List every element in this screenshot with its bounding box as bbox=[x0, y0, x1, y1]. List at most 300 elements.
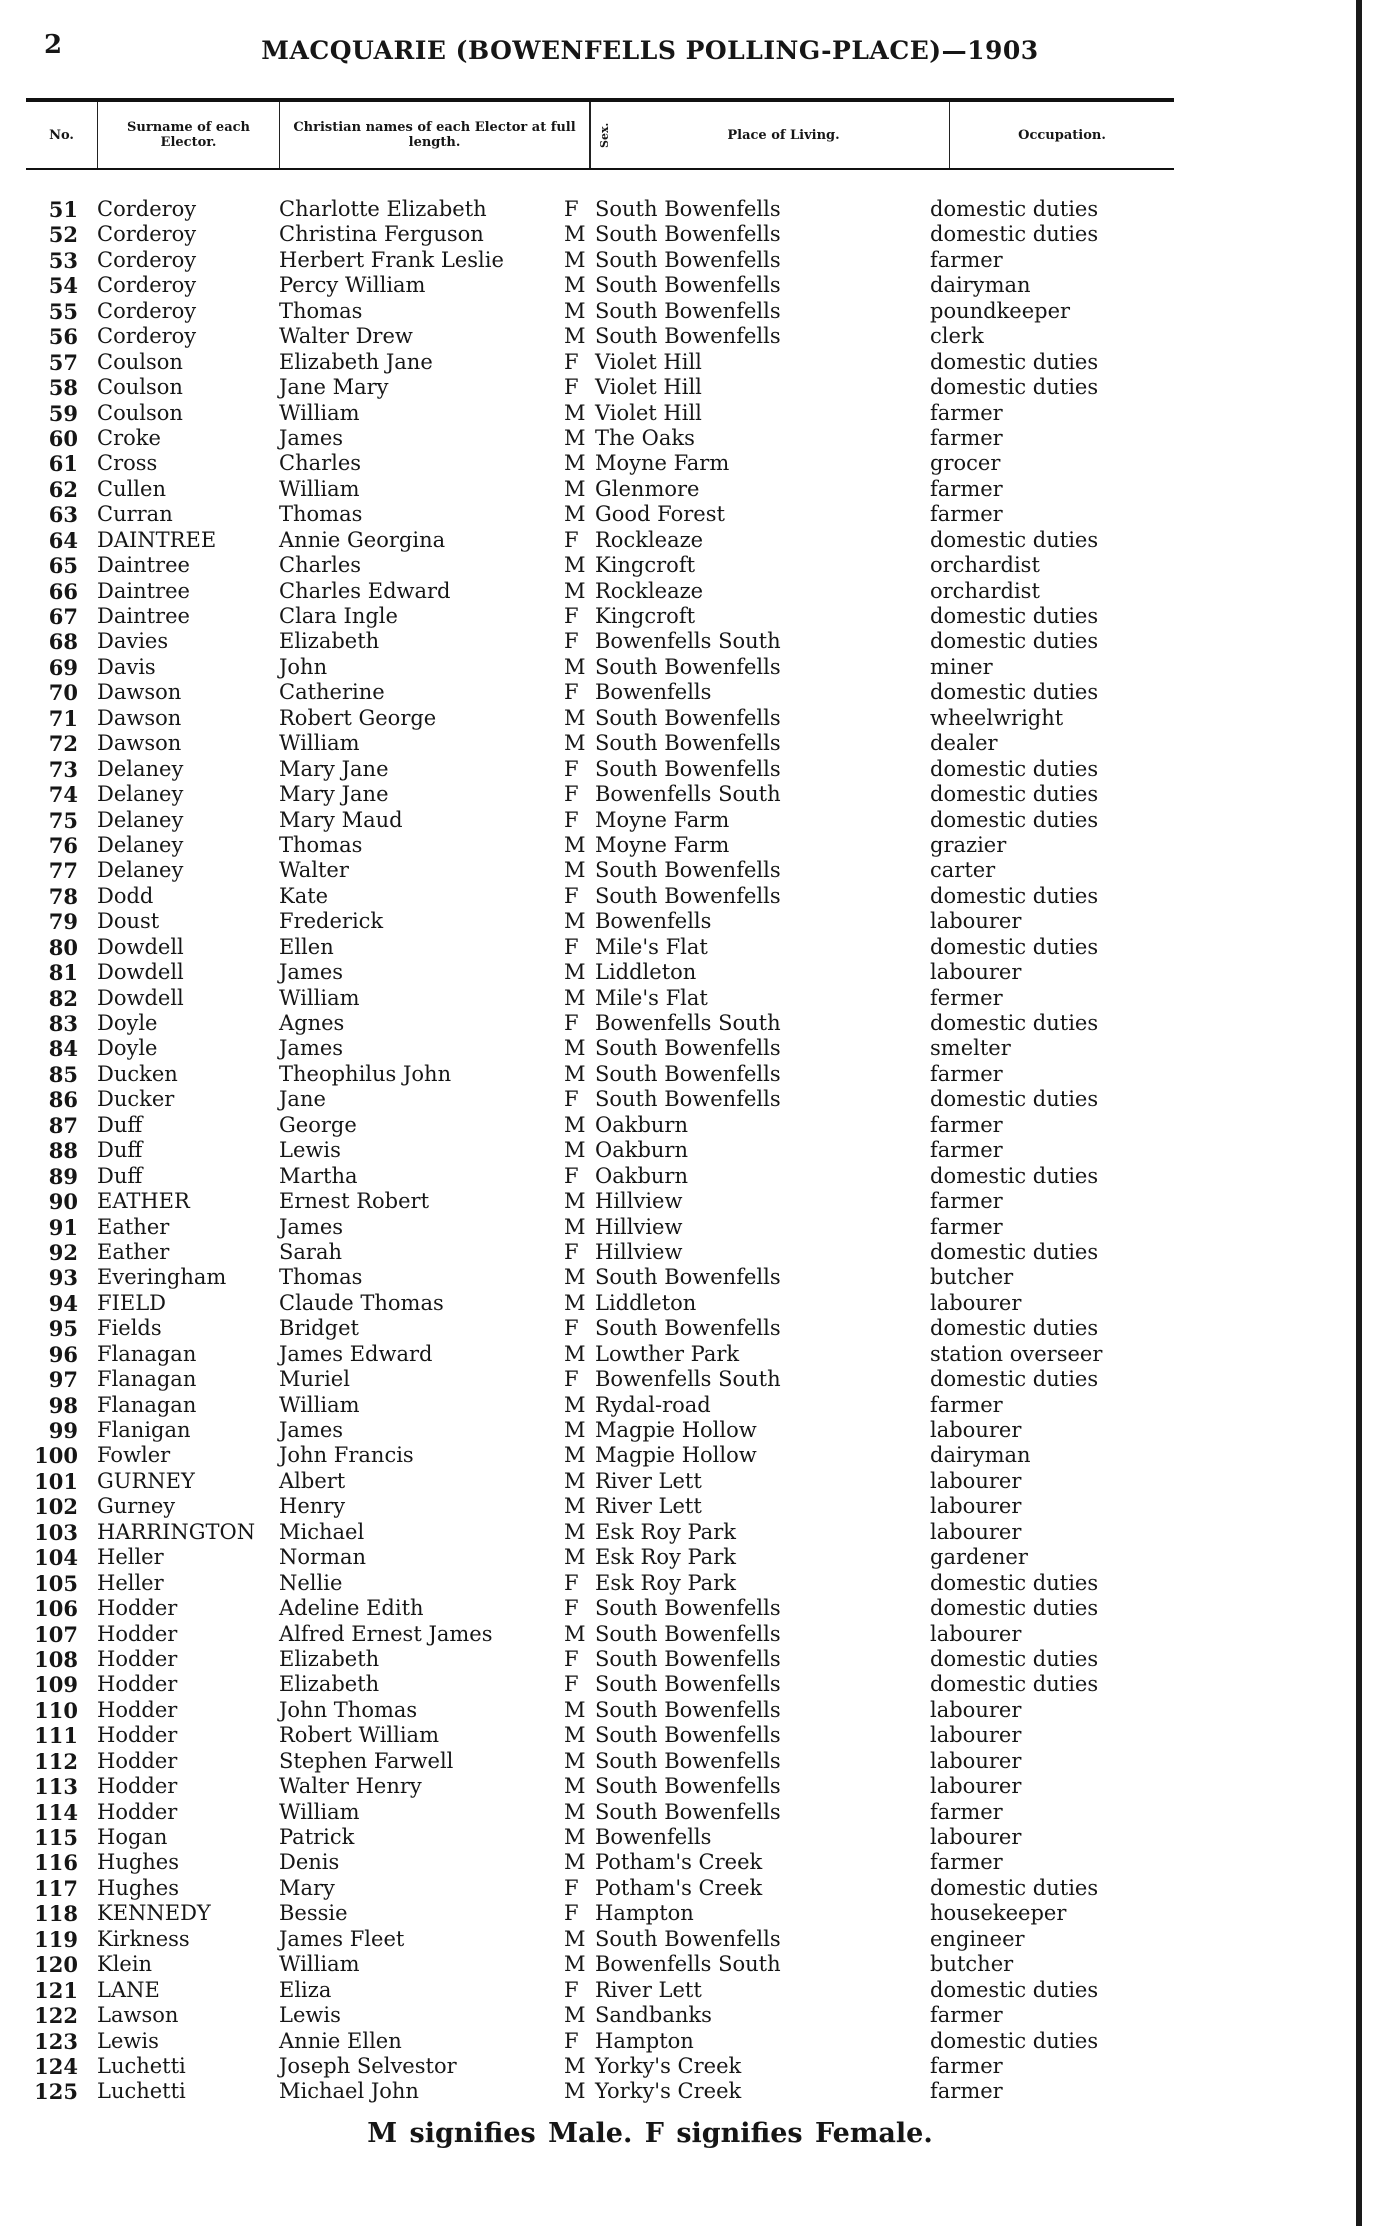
elector-place-of-living: Oakburn bbox=[595, 1138, 688, 1163]
elector-number: 75 bbox=[48, 807, 78, 833]
elector-occupation: domestic duties bbox=[930, 1977, 1099, 2002]
elector-sex: F bbox=[564, 1672, 579, 1697]
elector-christian-names: Mary Jane bbox=[279, 756, 389, 781]
elector-christian-names: Thomas bbox=[279, 1265, 363, 1290]
elector-sex: M bbox=[564, 1799, 586, 1824]
elector-christian-names: Alfred Ernest James bbox=[279, 1621, 493, 1646]
table-row bbox=[0, 1011, 1382, 1036]
elector-occupation: farmer bbox=[930, 1189, 1003, 1214]
table-row bbox=[0, 2054, 1382, 2079]
elector-number: 105 bbox=[34, 1570, 78, 1596]
elector-occupation: domestic duties bbox=[930, 527, 1099, 552]
table-row bbox=[0, 884, 1382, 909]
elector-place-of-living: South Bowenfells bbox=[595, 197, 781, 221]
elector-sex: M bbox=[564, 1265, 586, 1290]
elector-surname: Davis bbox=[97, 654, 156, 679]
elector-surname: EATHER bbox=[97, 1189, 190, 1214]
elector-place-of-living: Moyne Farm bbox=[595, 807, 730, 832]
table-row bbox=[0, 1164, 1382, 1189]
elector-number: 93 bbox=[48, 1265, 78, 1291]
elector-place-of-living: South Bowenfells bbox=[595, 1926, 781, 1951]
elector-number: 89 bbox=[48, 1163, 78, 1189]
elector-place-of-living: Rockleaze bbox=[595, 578, 704, 603]
elector-sex: M bbox=[564, 909, 586, 934]
table-row bbox=[0, 1062, 1382, 1087]
table-row bbox=[0, 1265, 1382, 1290]
elector-christian-names: Jane bbox=[279, 1087, 326, 1112]
elector-number: 82 bbox=[48, 985, 78, 1011]
elector-sex: M bbox=[564, 1189, 586, 1214]
elector-surname: Kirkness bbox=[97, 1926, 190, 1951]
elector-christian-names: Walter bbox=[279, 858, 349, 883]
elector-christian-names: Lewis bbox=[279, 2003, 341, 2028]
elector-number: 120 bbox=[34, 1952, 78, 1978]
elector-number: 98 bbox=[48, 1392, 78, 1418]
elector-christian-names: Nellie bbox=[279, 1570, 343, 1595]
elector-christian-names: Mary Jane bbox=[279, 782, 389, 807]
table-row bbox=[0, 1418, 1382, 1443]
table-row bbox=[0, 1978, 1382, 2003]
table-row bbox=[0, 935, 1382, 960]
elector-sex: F bbox=[564, 1367, 579, 1392]
elector-surname: Fields bbox=[97, 1316, 162, 1341]
elector-sex: M bbox=[564, 247, 586, 272]
elector-christian-names: Catherine bbox=[279, 680, 385, 705]
elector-place-of-living: Mile's Flat bbox=[595, 934, 708, 959]
elector-surname: Ducken bbox=[97, 1061, 178, 1086]
elector-number: 113 bbox=[34, 1774, 78, 1800]
elector-number: 58 bbox=[48, 375, 78, 401]
elector-occupation: farmer bbox=[930, 2079, 1003, 2104]
elector-number: 76 bbox=[48, 832, 78, 858]
elector-place-of-living: Violet Hill bbox=[595, 349, 702, 374]
elector-surname: Corderoy bbox=[97, 273, 197, 298]
elector-sex: M bbox=[564, 1621, 586, 1646]
elector-sex: M bbox=[564, 705, 586, 730]
elector-sex: F bbox=[564, 1087, 579, 1112]
elector-place-of-living: South Bowenfells bbox=[595, 1646, 781, 1671]
elector-sex: M bbox=[564, 832, 586, 857]
elector-surname: Hughes bbox=[97, 1875, 180, 1900]
elector-sex: M bbox=[564, 960, 586, 985]
table-row bbox=[0, 1087, 1382, 1112]
elector-sex: M bbox=[564, 222, 586, 247]
table-row bbox=[0, 757, 1382, 782]
elector-place-of-living: South Bowenfells bbox=[595, 1036, 781, 1061]
elector-surname: Hughes bbox=[97, 1850, 180, 1875]
elector-number: 77 bbox=[48, 858, 78, 884]
elector-occupation: dealer bbox=[930, 731, 998, 756]
elector-surname: Lawson bbox=[97, 2003, 179, 2028]
elector-occupation: grocer bbox=[930, 451, 1001, 476]
elector-christian-names: Muriel bbox=[279, 1367, 350, 1392]
elector-surname: Dawson bbox=[97, 680, 182, 705]
elector-sex: F bbox=[564, 1316, 579, 1341]
elector-place-of-living: Bowenfells South bbox=[595, 1952, 781, 1977]
elector-surname: Cullen bbox=[97, 476, 166, 501]
elector-surname: HARRINGTON bbox=[97, 1519, 256, 1544]
elector-number: 94 bbox=[48, 1290, 78, 1316]
elector-surname: Doyle bbox=[97, 1036, 158, 1061]
table-row bbox=[0, 680, 1382, 705]
elector-surname: Hodder bbox=[97, 1596, 178, 1621]
elector-occupation: farmer bbox=[930, 1214, 1003, 1239]
elector-surname: Duff bbox=[97, 1138, 143, 1163]
elector-christian-names: Adeline Edith bbox=[279, 1596, 424, 1621]
table-row bbox=[0, 782, 1382, 807]
elector-sex: F bbox=[564, 756, 579, 781]
elector-place-of-living: South Bowenfells bbox=[595, 273, 781, 298]
table-row bbox=[0, 1647, 1382, 1672]
elector-place-of-living: Good Forest bbox=[595, 502, 725, 527]
elector-surname: Croke bbox=[97, 425, 161, 450]
column-header-occupation: Occupation. bbox=[1018, 127, 1106, 143]
elector-surname: Klein bbox=[97, 1952, 153, 1977]
column-header-surname: Surname of each Elector. bbox=[98, 102, 280, 168]
elector-place-of-living: South Bowenfells bbox=[595, 1672, 781, 1697]
elector-surname: Hodder bbox=[97, 1748, 178, 1773]
elector-sex: M bbox=[564, 1468, 586, 1493]
elector-christian-names: Thomas bbox=[279, 502, 363, 527]
elector-place-of-living: Violet Hill bbox=[595, 375, 702, 400]
elector-number: 87 bbox=[48, 1112, 78, 1138]
elector-occupation: domestic duties bbox=[930, 604, 1099, 628]
elector-place-of-living: Bowenfells bbox=[595, 1825, 712, 1849]
elector-occupation: farmer bbox=[930, 1138, 1003, 1163]
elector-surname: GURNEY bbox=[97, 1468, 195, 1493]
elector-christian-names: William bbox=[279, 731, 360, 756]
elector-place-of-living: Bowenfells bbox=[595, 680, 712, 705]
elector-christian-names: Thomas bbox=[279, 832, 363, 857]
elector-christian-names: William bbox=[279, 1799, 360, 1824]
elector-occupation: station overseer bbox=[930, 1341, 1103, 1366]
elector-occupation: butcher bbox=[930, 1265, 1014, 1290]
elector-occupation: domestic duties bbox=[930, 2028, 1099, 2053]
elector-sex: M bbox=[564, 1825, 586, 1849]
table-row bbox=[0, 553, 1382, 578]
elector-surname: Corderoy bbox=[97, 324, 197, 349]
table-row bbox=[0, 350, 1382, 375]
elector-number: 97 bbox=[48, 1367, 78, 1393]
elector-number: 114 bbox=[34, 1799, 78, 1825]
elector-number: 118 bbox=[34, 1901, 78, 1927]
elector-occupation: farmer bbox=[930, 1392, 1003, 1417]
elector-sex: F bbox=[564, 680, 579, 705]
table-row bbox=[0, 808, 1382, 833]
elector-sex: M bbox=[564, 985, 586, 1010]
elector-number: 92 bbox=[48, 1239, 78, 1265]
elector-sex: M bbox=[564, 400, 586, 425]
elector-surname: Gurney bbox=[97, 1494, 176, 1519]
elector-occupation: domestic duties bbox=[930, 1011, 1099, 1035]
elector-christian-names: Christina Ferguson bbox=[279, 222, 484, 247]
elector-number: 51 bbox=[48, 197, 78, 222]
elector-occupation: farmer bbox=[930, 502, 1003, 527]
table-row bbox=[0, 629, 1382, 654]
elector-number: 64 bbox=[48, 527, 78, 553]
table-row bbox=[0, 1036, 1382, 1061]
elector-surname: Corderoy bbox=[97, 197, 197, 221]
elector-christian-names: James bbox=[279, 425, 344, 450]
elector-sex: M bbox=[564, 2053, 586, 2078]
elector-place-of-living: South Bowenfells bbox=[595, 1774, 781, 1799]
elector-occupation: labourer bbox=[930, 960, 1022, 985]
elector-christian-names: William bbox=[279, 476, 360, 501]
elector-surname: Dowdell bbox=[97, 960, 184, 985]
elector-christian-names: Charles bbox=[279, 553, 362, 578]
elector-sex: M bbox=[564, 273, 586, 298]
elector-sex: M bbox=[564, 451, 586, 476]
elector-number: 67 bbox=[48, 604, 78, 629]
elector-surname: Coulson bbox=[97, 400, 183, 425]
elector-number: 111 bbox=[34, 1723, 78, 1749]
elector-sex: F bbox=[564, 1011, 579, 1035]
elector-christian-names: Bessie bbox=[279, 1901, 348, 1926]
elector-number: 79 bbox=[48, 909, 78, 935]
elector-christian-names: Ellen bbox=[279, 934, 334, 959]
elector-sex: M bbox=[564, 858, 586, 883]
elector-number: 69 bbox=[48, 654, 78, 680]
table-row bbox=[0, 909, 1382, 934]
elector-occupation: domestic duties bbox=[930, 1087, 1099, 1112]
elector-surname: Hodder bbox=[97, 1646, 178, 1671]
elector-surname: Dawson bbox=[97, 705, 182, 730]
elector-sex: M bbox=[564, 2079, 586, 2104]
elector-place-of-living: Rydal-road bbox=[595, 1392, 711, 1417]
elector-christian-names: Jane Mary bbox=[279, 375, 389, 400]
elector-list bbox=[0, 197, 1382, 2105]
elector-occupation: farmer bbox=[930, 2003, 1003, 2028]
elector-christian-names: George bbox=[279, 1112, 357, 1137]
elector-occupation: domestic duties bbox=[930, 349, 1099, 374]
table-row bbox=[0, 1443, 1382, 1468]
table-row bbox=[0, 1189, 1382, 1214]
elector-number: 84 bbox=[48, 1036, 78, 1062]
elector-christian-names: Theophilus John bbox=[279, 1061, 452, 1086]
elector-occupation: miner bbox=[930, 654, 993, 679]
elector-occupation: carter bbox=[930, 858, 996, 883]
elector-place-of-living: South Bowenfells bbox=[595, 1621, 781, 1646]
elector-surname: Everingham bbox=[97, 1265, 227, 1290]
elector-christian-names: William bbox=[279, 1952, 360, 1977]
elector-surname: Daintree bbox=[97, 578, 190, 603]
elector-occupation: labourer bbox=[930, 1519, 1022, 1544]
elector-surname: Delaney bbox=[97, 756, 184, 781]
elector-sex: M bbox=[564, 1774, 586, 1799]
elector-christian-names: William bbox=[279, 400, 360, 425]
elector-place-of-living: South Bowenfells bbox=[595, 298, 781, 323]
elector-place-of-living: South Bowenfells bbox=[595, 1697, 781, 1722]
elector-occupation: domestic duties bbox=[930, 1672, 1099, 1697]
elector-sex: M bbox=[564, 1112, 586, 1137]
table-row bbox=[0, 528, 1382, 553]
elector-sex: F bbox=[564, 197, 579, 221]
elector-occupation: domestic duties bbox=[930, 1596, 1099, 1621]
elector-occupation: engineer bbox=[930, 1926, 1025, 1951]
elector-sex: M bbox=[564, 1697, 586, 1722]
elector-number: 81 bbox=[48, 960, 78, 986]
elector-place-of-living: South Bowenfells bbox=[595, 1748, 781, 1773]
elector-number: 86 bbox=[48, 1087, 78, 1113]
elector-sex: F bbox=[564, 1163, 579, 1188]
elector-number: 71 bbox=[48, 705, 78, 731]
elector-christian-names: Percy William bbox=[279, 273, 426, 298]
table-row bbox=[0, 2003, 1382, 2028]
elector-number: 124 bbox=[34, 2053, 78, 2079]
elector-place-of-living: Yorky's Creek bbox=[595, 2079, 742, 2104]
elector-surname: LANE bbox=[97, 1977, 160, 2002]
elector-place-of-living: South Bowenfells bbox=[595, 858, 781, 883]
elector-place-of-living: Potham's Creek bbox=[595, 1875, 763, 1900]
elector-place-of-living: Esk Roy Park bbox=[595, 1519, 736, 1544]
elector-occupation: orchardist bbox=[930, 578, 1040, 603]
sex-legend: M signifies Male. F signifies Female. bbox=[367, 2118, 933, 2149]
elector-christian-names: James bbox=[279, 1418, 344, 1442]
elector-christian-names: John bbox=[279, 654, 328, 679]
elector-sex: F bbox=[564, 375, 579, 400]
table-row bbox=[0, 401, 1382, 426]
elector-number: 65 bbox=[48, 553, 78, 579]
elector-surname: Heller bbox=[97, 1545, 164, 1570]
elector-surname: Corderoy bbox=[97, 222, 197, 247]
elector-christian-names: Frederick bbox=[279, 909, 384, 934]
elector-occupation: domestic duties bbox=[930, 1646, 1099, 1671]
elector-number: 55 bbox=[48, 298, 78, 324]
elector-christian-names: Annie Ellen bbox=[279, 2028, 402, 2053]
elector-number: 85 bbox=[48, 1061, 78, 1087]
elector-occupation: domestic duties bbox=[930, 782, 1099, 807]
table-row bbox=[0, 1800, 1382, 1825]
elector-occupation: farmer bbox=[930, 2053, 1003, 2078]
elector-sex: M bbox=[564, 1748, 586, 1773]
elector-sex: M bbox=[564, 1214, 586, 1239]
elector-occupation: domestic duties bbox=[930, 934, 1099, 959]
elector-number: 101 bbox=[34, 1468, 78, 1494]
elector-sex: M bbox=[564, 1138, 586, 1163]
elector-christian-names: James Edward bbox=[279, 1341, 433, 1366]
elector-surname: Fowler bbox=[97, 1443, 171, 1468]
elector-number: 112 bbox=[34, 1748, 78, 1774]
elector-number: 121 bbox=[34, 1977, 78, 2003]
elector-occupation: domestic duties bbox=[930, 1239, 1099, 1264]
elector-christian-names: Thomas bbox=[279, 298, 363, 323]
elector-place-of-living: Kingcroft bbox=[595, 553, 696, 578]
elector-occupation: farmer bbox=[930, 400, 1003, 425]
table-row bbox=[0, 833, 1382, 858]
elector-surname: Eather bbox=[97, 1239, 170, 1264]
elector-place-of-living: Liddleton bbox=[595, 960, 697, 985]
elector-christian-names: Agnes bbox=[279, 1011, 345, 1035]
elector-surname: Coulson bbox=[97, 349, 183, 374]
elector-place-of-living: South Bowenfells bbox=[595, 1087, 781, 1112]
elector-occupation: labourer bbox=[930, 1494, 1022, 1519]
elector-christian-names: James bbox=[279, 1214, 344, 1239]
elector-sex: M bbox=[564, 476, 586, 501]
elector-surname: DAINTREE bbox=[97, 527, 217, 552]
elector-christian-names: Robert William bbox=[279, 1723, 439, 1748]
page-edge-rule bbox=[1356, 0, 1362, 2226]
table-row bbox=[0, 1469, 1382, 1494]
elector-occupation: domestic duties bbox=[930, 197, 1099, 221]
elector-christian-names: Elizabeth bbox=[279, 1672, 380, 1697]
elector-christian-names: Stephen Farwell bbox=[279, 1748, 454, 1773]
elector-number: 123 bbox=[34, 2028, 78, 2054]
elector-place-of-living: Kingcroft bbox=[595, 604, 696, 628]
elector-number: 108 bbox=[34, 1646, 78, 1672]
elector-christian-names: Patrick bbox=[279, 1825, 355, 1849]
elector-christian-names: Elizabeth Jane bbox=[279, 349, 433, 374]
elector-sex: F bbox=[564, 2028, 579, 2053]
elector-sex: M bbox=[564, 1494, 586, 1519]
elector-surname: Ducker bbox=[97, 1087, 175, 1112]
elector-number: 90 bbox=[48, 1189, 78, 1215]
elector-surname: Daintree bbox=[97, 604, 190, 628]
elector-occupation: smelter bbox=[930, 1036, 1011, 1061]
elector-number: 117 bbox=[34, 1875, 78, 1901]
elector-number: 125 bbox=[34, 2079, 78, 2105]
elector-sex: M bbox=[564, 324, 586, 349]
elector-occupation: farmer bbox=[930, 1850, 1003, 1875]
elector-christian-names: Robert George bbox=[279, 705, 437, 730]
elector-sex: F bbox=[564, 1239, 579, 1264]
elector-place-of-living: Moyne Farm bbox=[595, 451, 730, 476]
elector-sex: M bbox=[564, 2003, 586, 2028]
elector-christian-names: Norman bbox=[279, 1545, 367, 1570]
elector-occupation: domestic duties bbox=[930, 629, 1099, 654]
elector-surname: Dowdell bbox=[97, 934, 184, 959]
elector-number: 88 bbox=[48, 1138, 78, 1164]
table-row bbox=[0, 1850, 1382, 1875]
elector-occupation: farmer bbox=[930, 1799, 1003, 1824]
elector-christian-names: Walter Drew bbox=[279, 324, 413, 349]
elector-place-of-living: South Bowenfells bbox=[595, 1596, 781, 1621]
elector-place-of-living: Bowenfells South bbox=[595, 782, 781, 807]
table-row bbox=[0, 1367, 1382, 1392]
elector-christian-names: Joseph Selvestor bbox=[279, 2053, 457, 2078]
elector-occupation: wheelwright bbox=[930, 705, 1064, 730]
elector-occupation: grazier bbox=[930, 832, 1007, 857]
elector-sex: M bbox=[564, 1061, 586, 1086]
elector-place-of-living: Lowther Park bbox=[595, 1341, 740, 1366]
elector-number: 60 bbox=[48, 425, 78, 451]
table-row bbox=[0, 1215, 1382, 1240]
elector-occupation: farmer bbox=[930, 1112, 1003, 1137]
table-row bbox=[0, 451, 1382, 476]
elector-occupation: labourer bbox=[930, 1697, 1022, 1722]
elector-christian-names: Lewis bbox=[279, 1138, 341, 1163]
elector-occupation: farmer bbox=[930, 1061, 1003, 1086]
elector-sex: M bbox=[564, 1952, 586, 1977]
elector-occupation: dairyman bbox=[930, 1443, 1031, 1468]
elector-occupation: domestic duties bbox=[930, 1367, 1099, 1392]
elector-place-of-living: Oakburn bbox=[595, 1163, 688, 1188]
elector-number: 102 bbox=[34, 1494, 78, 1520]
elector-surname: Hogan bbox=[97, 1825, 168, 1849]
elector-sex: F bbox=[564, 1875, 579, 1900]
elector-sex: M bbox=[564, 1036, 586, 1061]
elector-sex: M bbox=[564, 578, 586, 603]
table-row bbox=[0, 1240, 1382, 1265]
table-row bbox=[0, 1571, 1382, 1596]
elector-sex: F bbox=[564, 883, 579, 908]
elector-occupation: domestic duties bbox=[930, 1163, 1099, 1188]
elector-occupation: farmer bbox=[930, 425, 1003, 450]
elector-surname: Heller bbox=[97, 1570, 164, 1595]
elector-sex: F bbox=[564, 782, 579, 807]
elector-place-of-living: Magpie Hollow bbox=[595, 1418, 757, 1442]
table-row bbox=[0, 706, 1382, 731]
elector-number: 61 bbox=[48, 451, 78, 477]
